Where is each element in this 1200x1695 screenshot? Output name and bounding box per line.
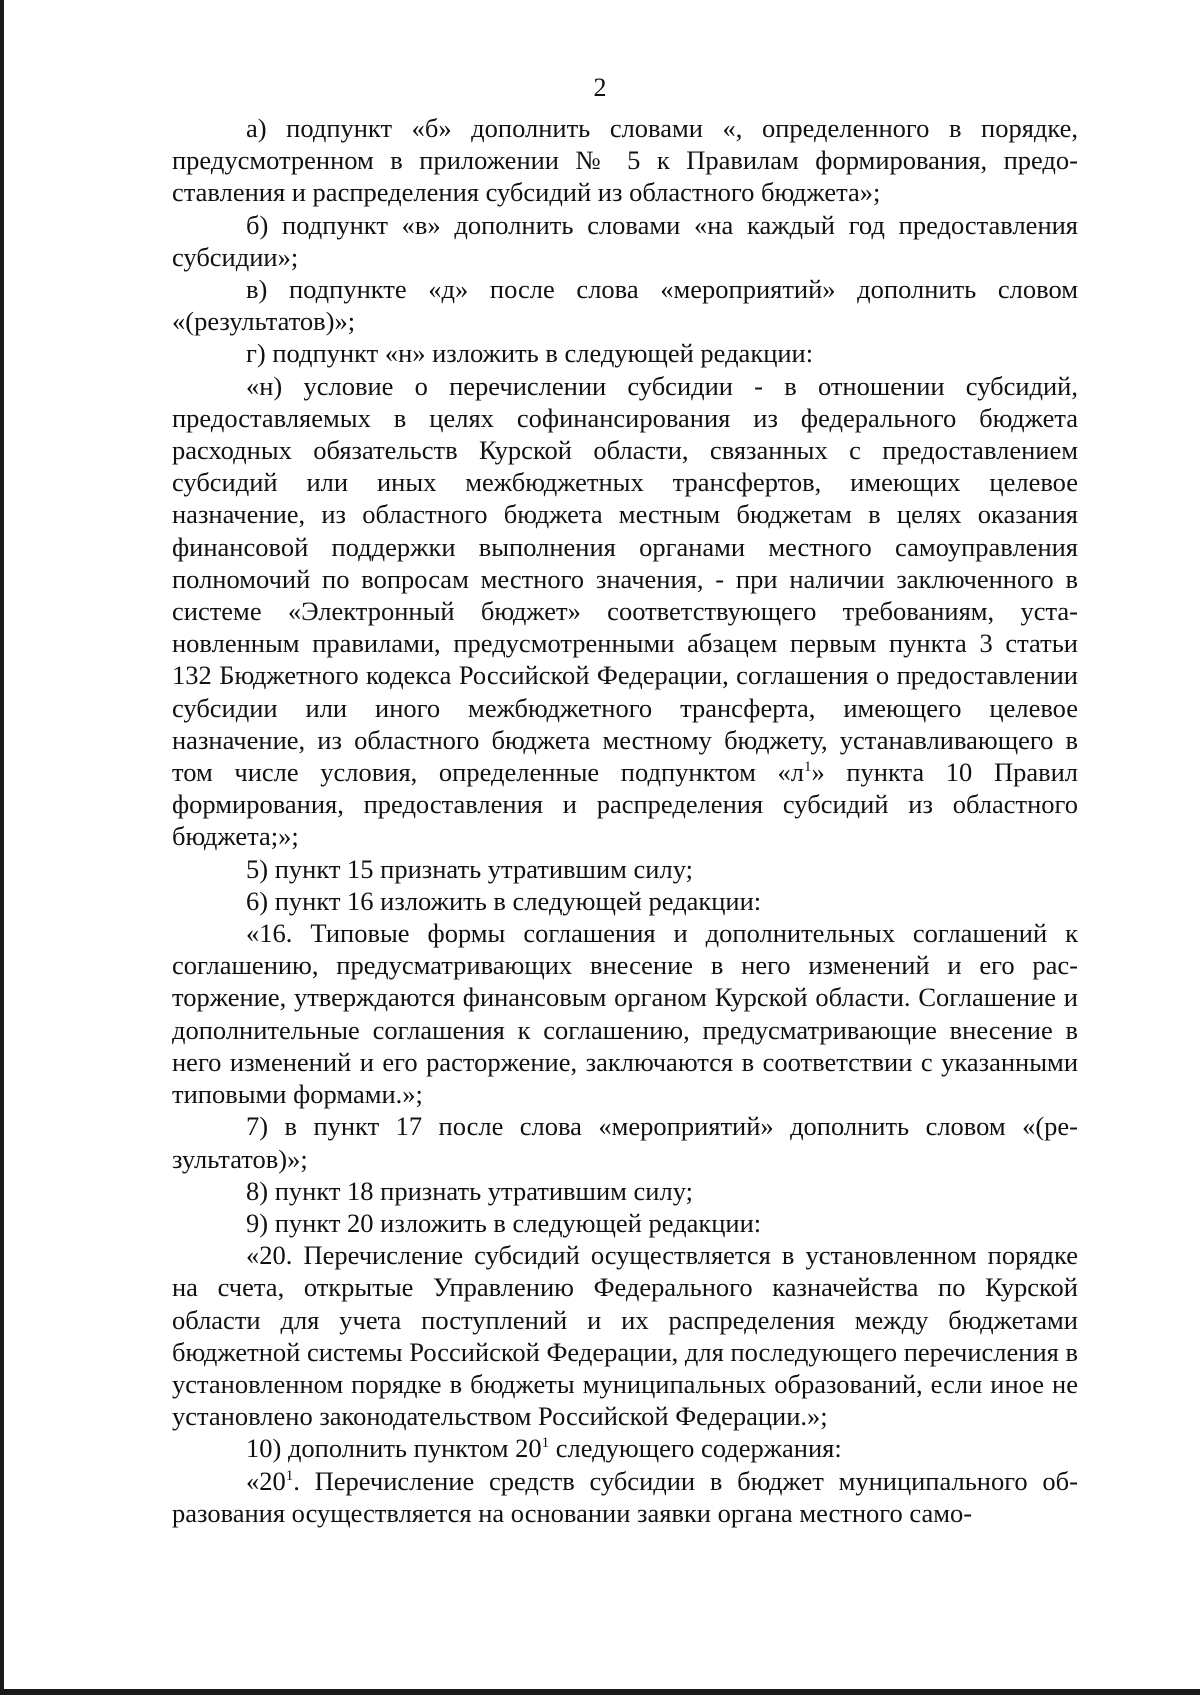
paragraph-16-text: «16. Типовые формы соглашения и дополнительных соглашений к соглашению, предусматривающих внесение в него изменений и его расторжение, утверждаются финансовым органом Курской области. Соглашение и дополнительные соглашения к соглашению, предусматривающие внесение в него изменений и его расторжение, заключаются в соответствии с указанными типовыми формами.»; <box>172 918 1078 1110</box>
document-body <box>172 112 1078 1529</box>
paragraph-n-text-start: «н) условие о перечислении субсидии - в отношении субсидий, предоставляемых в целях софинансирования из федерального бюджета расходных обязательств Курской области, связанных с предоставлением субсидий или иных межбюджетных трансфертов, имеющих целевое назначение, из областного бюджета местным бюджетам в целях оказания финансовой поддержки выполнения органами местного самоуправления полномочий по вопросам местного значения, - при наличии заключенного в системе «Электронный бюджет» соответствующего требованиям, установленным правилами, предусмотренными абзацем первым пункта 3 статьи 132 Бюджетного кодекса Российской Федерации, соглашения о предоставлении субсидии или иного межбюджетного трансферта, имеющего целевое назначение, из областного бюджета местному бюджету, устанавливающего в том числе условия, определенные подпунктом «л <box>172 370 1078 788</box>
paragraph-item-7: 7) в пункт 17 после слова «мероприятий» дополнить словом «(результатов)»; <box>172 1111 1078 1174</box>
paragraph-n-text-end: » пункта 10 Правил формирования, предоставления и распределения субсидий из областного бюджета;»; <box>172 757 1079 852</box>
paragraph-v: в) подпункте «д» после слова «мероприятий» дополнить словом «(результатов)»; <box>172 274 1078 337</box>
paragraph-10-text-end: следующего содержания: <box>549 1433 842 1464</box>
scan-edge-left <box>0 0 4 1695</box>
paragraph-a: а) подпункт «б» дополнить словами «, определенного в порядке, предусмотренном в приложении № 5 к Правилам формирования, предоставления и распределения субсидий из областного бюджета»; <box>172 113 1078 208</box>
paragraph-20-1-text <box>172 1465 1078 1529</box>
paragraph-20-1-text-end: . Перечисление средств субсидии в бюджет муниципального образования осуществляется на основании заявки органа местного само- <box>172 1465 1078 1528</box>
superscript-1: 1 <box>285 1467 294 1484</box>
paragraph-20-text: «20. Перечисление субсидий осуществляется в установленном порядке на счета, открытые Управлению Федерального казначейства по Курской области для учета поступлений и их распределения между бюджетами бюджетной системы Российской Федерации, для последующего перечисления в установленном порядке в бюджеты муниципальных образований, если иное не установлено законодательством Российской Федерации.»; <box>172 1240 1078 1432</box>
paragraph-item-5: 5) пункт 15 признать утратившим силу; <box>246 853 693 884</box>
paragraph-item-8: 8) пункт 18 признать утратившим силу; <box>246 1175 693 1206</box>
paragraph-item-9: 9) пункт 20 изложить в следующей редакции: <box>246 1207 762 1238</box>
scan-edge-bottom <box>0 1689 1200 1695</box>
paragraph-20-1-text-start: «20 <box>246 1465 286 1496</box>
paragraph-item-6: 6) пункт 16 изложить в следующей редакции: <box>246 885 762 916</box>
superscript-1: 1 <box>803 759 812 776</box>
page-number: 2 <box>593 73 607 102</box>
paragraph-10-text-start: 10) дополнить пунктом 20 <box>246 1433 542 1464</box>
superscript-1: 1 <box>541 1435 550 1452</box>
paragraph-b: б) подпункт «в» дополнить словами «на каждый год предоставления субсидии»; <box>172 209 1078 272</box>
paragraph-n-condition <box>172 370 1078 853</box>
paragraph-g: г) подпункт «н» изложить в следующей редакции: <box>246 338 814 369</box>
paragraph-item-10 <box>172 1432 1078 1464</box>
